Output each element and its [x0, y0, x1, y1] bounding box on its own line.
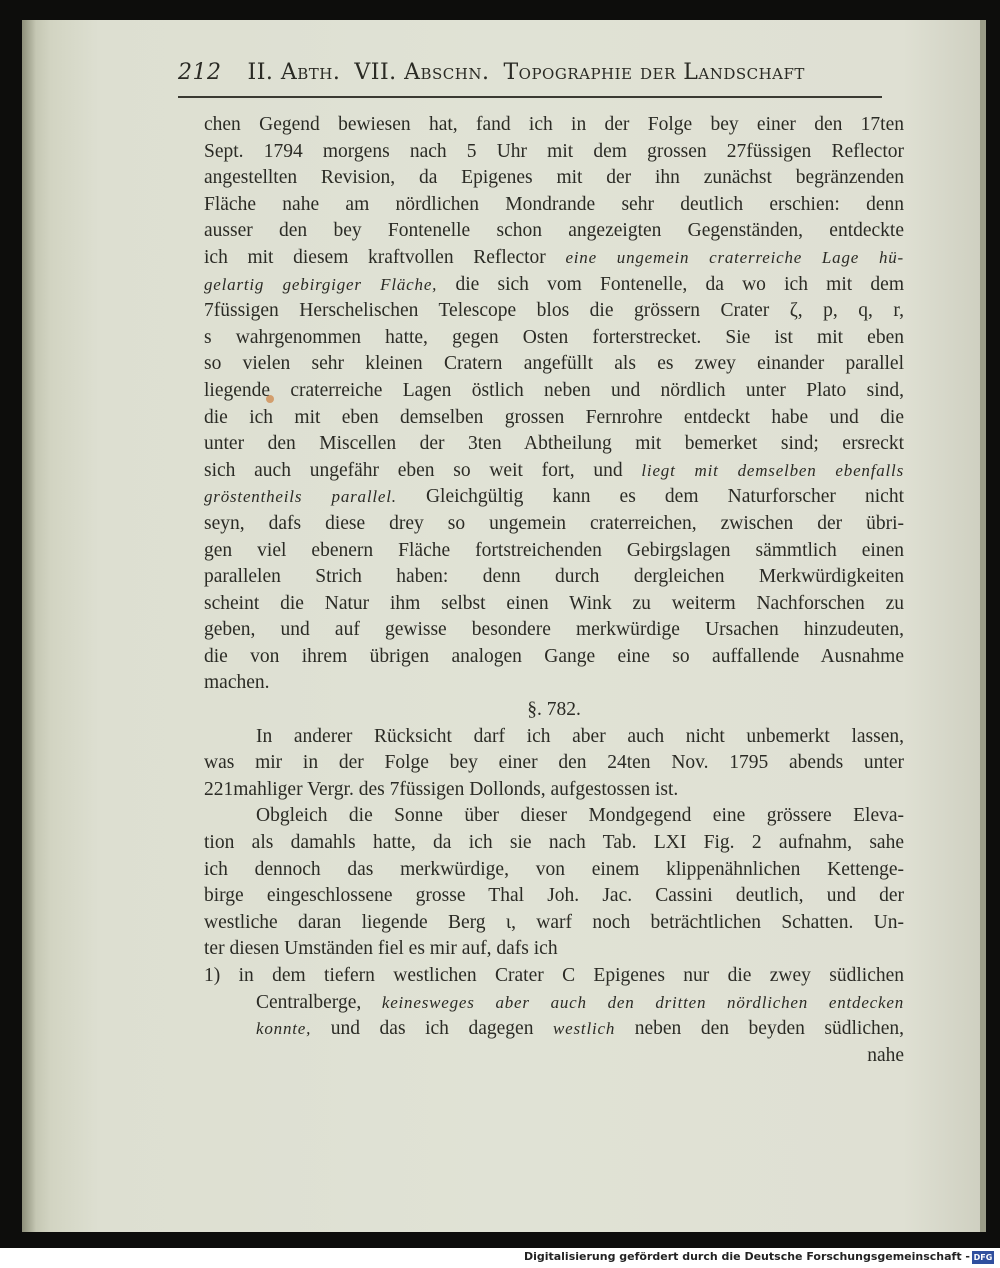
text-line: chen Gegend bewiesen hat, fand ich in der Folge bey einer den 17ten: [204, 114, 904, 135]
text-run: die sich vom Fontenelle, da wo ich mit dem: [455, 273, 904, 295]
italic-run: gröstentheils parallel.: [204, 487, 397, 507]
italic-run: konnte,: [256, 1019, 312, 1039]
text-line: 7füssigen Herschelischen Telescope blos die grössern Crater ζ, p, q, r,: [204, 300, 904, 322]
text-line: birge eingeschlossene grosse Thal Joh. Jac. Cassini deutlich, und der: [204, 885, 904, 907]
text-line: [204, 245, 904, 272]
text-line: die von ihrem übrigen analogen Gange eine so auffallende Ausnahme: [204, 645, 904, 667]
section-heading: §. 782.: [527, 699, 581, 721]
text-run: und das ich dagegen: [330, 1018, 534, 1040]
text-line: angestellten Revision, da Epigenes mit der ihn zunächst begränzenden: [204, 167, 904, 189]
text-line: 221mahliger Vergr. des 7füssigen Dollonds, aufgestossen ist.: [204, 778, 679, 800]
text-line: die ich mit eben demselben grossen Fernrohre entdeckt habe und die: [204, 406, 904, 428]
list-item-line: 1) in dem tiefern westlichen Crater C Epigenes nur die zwey südlichen: [204, 965, 904, 986]
text-line: was mir in der Folge bey einer den 24ten Nov. 1795 abends unter: [204, 752, 904, 774]
text-line: [204, 458, 904, 485]
text-line: unter den Miscellen der 3ten Abtheilung mit bemerket sind; ersreckt: [204, 433, 904, 455]
italic-run: keinesweges aber auch den dritten nördlichen entdecken: [381, 992, 904, 1012]
text-line: gen viel ebenern Fläche fortstreichenden Gebirgslagen sämmtlich einen: [204, 539, 904, 561]
text-run: Gleichgültig kann es dem Naturforscher nicht: [425, 486, 905, 508]
italic-run: westlich: [553, 1019, 616, 1039]
catchword: nahe: [867, 1044, 904, 1066]
italic-run: eine ungemein craterreiche Lage hü-: [565, 247, 905, 267]
list-item-line: [204, 990, 904, 1017]
text-line: machen.: [204, 672, 270, 694]
text-line: In anderer Rücksicht darf ich aber auch nicht unbemerkt lassen,: [256, 725, 904, 747]
text-line: Obgleich die Sonne über dieser Mondgegend eine grössere Eleva-: [256, 805, 904, 827]
text-line: geben, und auf gewisse besondere merkwürdige Ursachen hinzudeuten,: [204, 619, 904, 641]
header-section-abth: II. Abth.: [247, 60, 341, 85]
text-line: so vielen sehr kleinen Cratern angefüllt als es zwey einander parallel: [204, 353, 904, 375]
text-line: ausser den bey Fontenelle schon angezeigten Gegenständen, entdeckte: [204, 220, 904, 242]
text-run: ich mit diesem kraftvollen Reflector: [204, 246, 546, 268]
text-line: [204, 272, 904, 299]
text-line: scheint die Natur ihm selbst einen Wink zu weiterm Nachforschen zu: [204, 592, 904, 614]
footer-credit: Digitalisierung gefördert durch die Deutsche Forschungsgemeinschaft -: [523, 1250, 970, 1263]
text-run: Centralberge,: [256, 991, 362, 1013]
italic-run: liegt mit demselben ebenfalls: [641, 460, 904, 480]
text-line: liegende craterreiche Lagen östlich neben und nördlich unter Plato sind,: [204, 379, 904, 401]
gutter-shadow: [22, 20, 36, 1232]
text-run: neben den beyden südlichen,: [634, 1018, 905, 1040]
text-line: ich dennoch das merkwürdige, von einem klippenähnlichen Kettenge-: [204, 858, 904, 880]
header-rule: [178, 96, 882, 98]
footer-bar: [0, 1248, 1000, 1268]
page-number: 212: [178, 60, 222, 85]
body-text: [204, 112, 904, 1069]
text-line: ter diesen Umständen fiel es mir auf, dafs ich: [204, 938, 558, 960]
text-line: seyn, dafs diese drey so ungemein craterreichen, zwischen der übri-: [204, 512, 904, 534]
list-item-line: [204, 1016, 904, 1043]
text-line: parallelen Strich haben: denn durch dergleichen Merkwürdigkeiten: [204, 566, 904, 588]
text-line: Sept. 1794 morgens nach 5 Uhr mit dem grossen 27füssigen Reflector: [204, 140, 904, 162]
text-line: Fläche nahe am nördlichen Mondrande sehr deutlich erschien: denn: [204, 193, 904, 215]
text-line: [204, 484, 904, 511]
header-title: Topographie der Landschaft: [503, 60, 805, 85]
dfg-logo: DFG: [973, 1253, 993, 1262]
text-line: westliche daran liegende Berg ι, warf noch beträchtlichen Schatten. Un-: [204, 911, 904, 933]
text-line: s wahrgenommen hatte, gegen Osten forterstrecket. Sie ist mit eben: [204, 326, 904, 348]
text-run: sich auch ungefähr eben so weit fort, und: [204, 459, 623, 481]
running-header: [178, 60, 878, 85]
header-section-abschn: VII. Abschn.: [354, 60, 490, 85]
italic-run: gelartig gebirgiger Fläche,: [204, 274, 438, 294]
text-line: tion als damahls hatte, da ich sie nach Tab. LXI Fig. 2 aufnahm, sahe: [204, 832, 904, 854]
